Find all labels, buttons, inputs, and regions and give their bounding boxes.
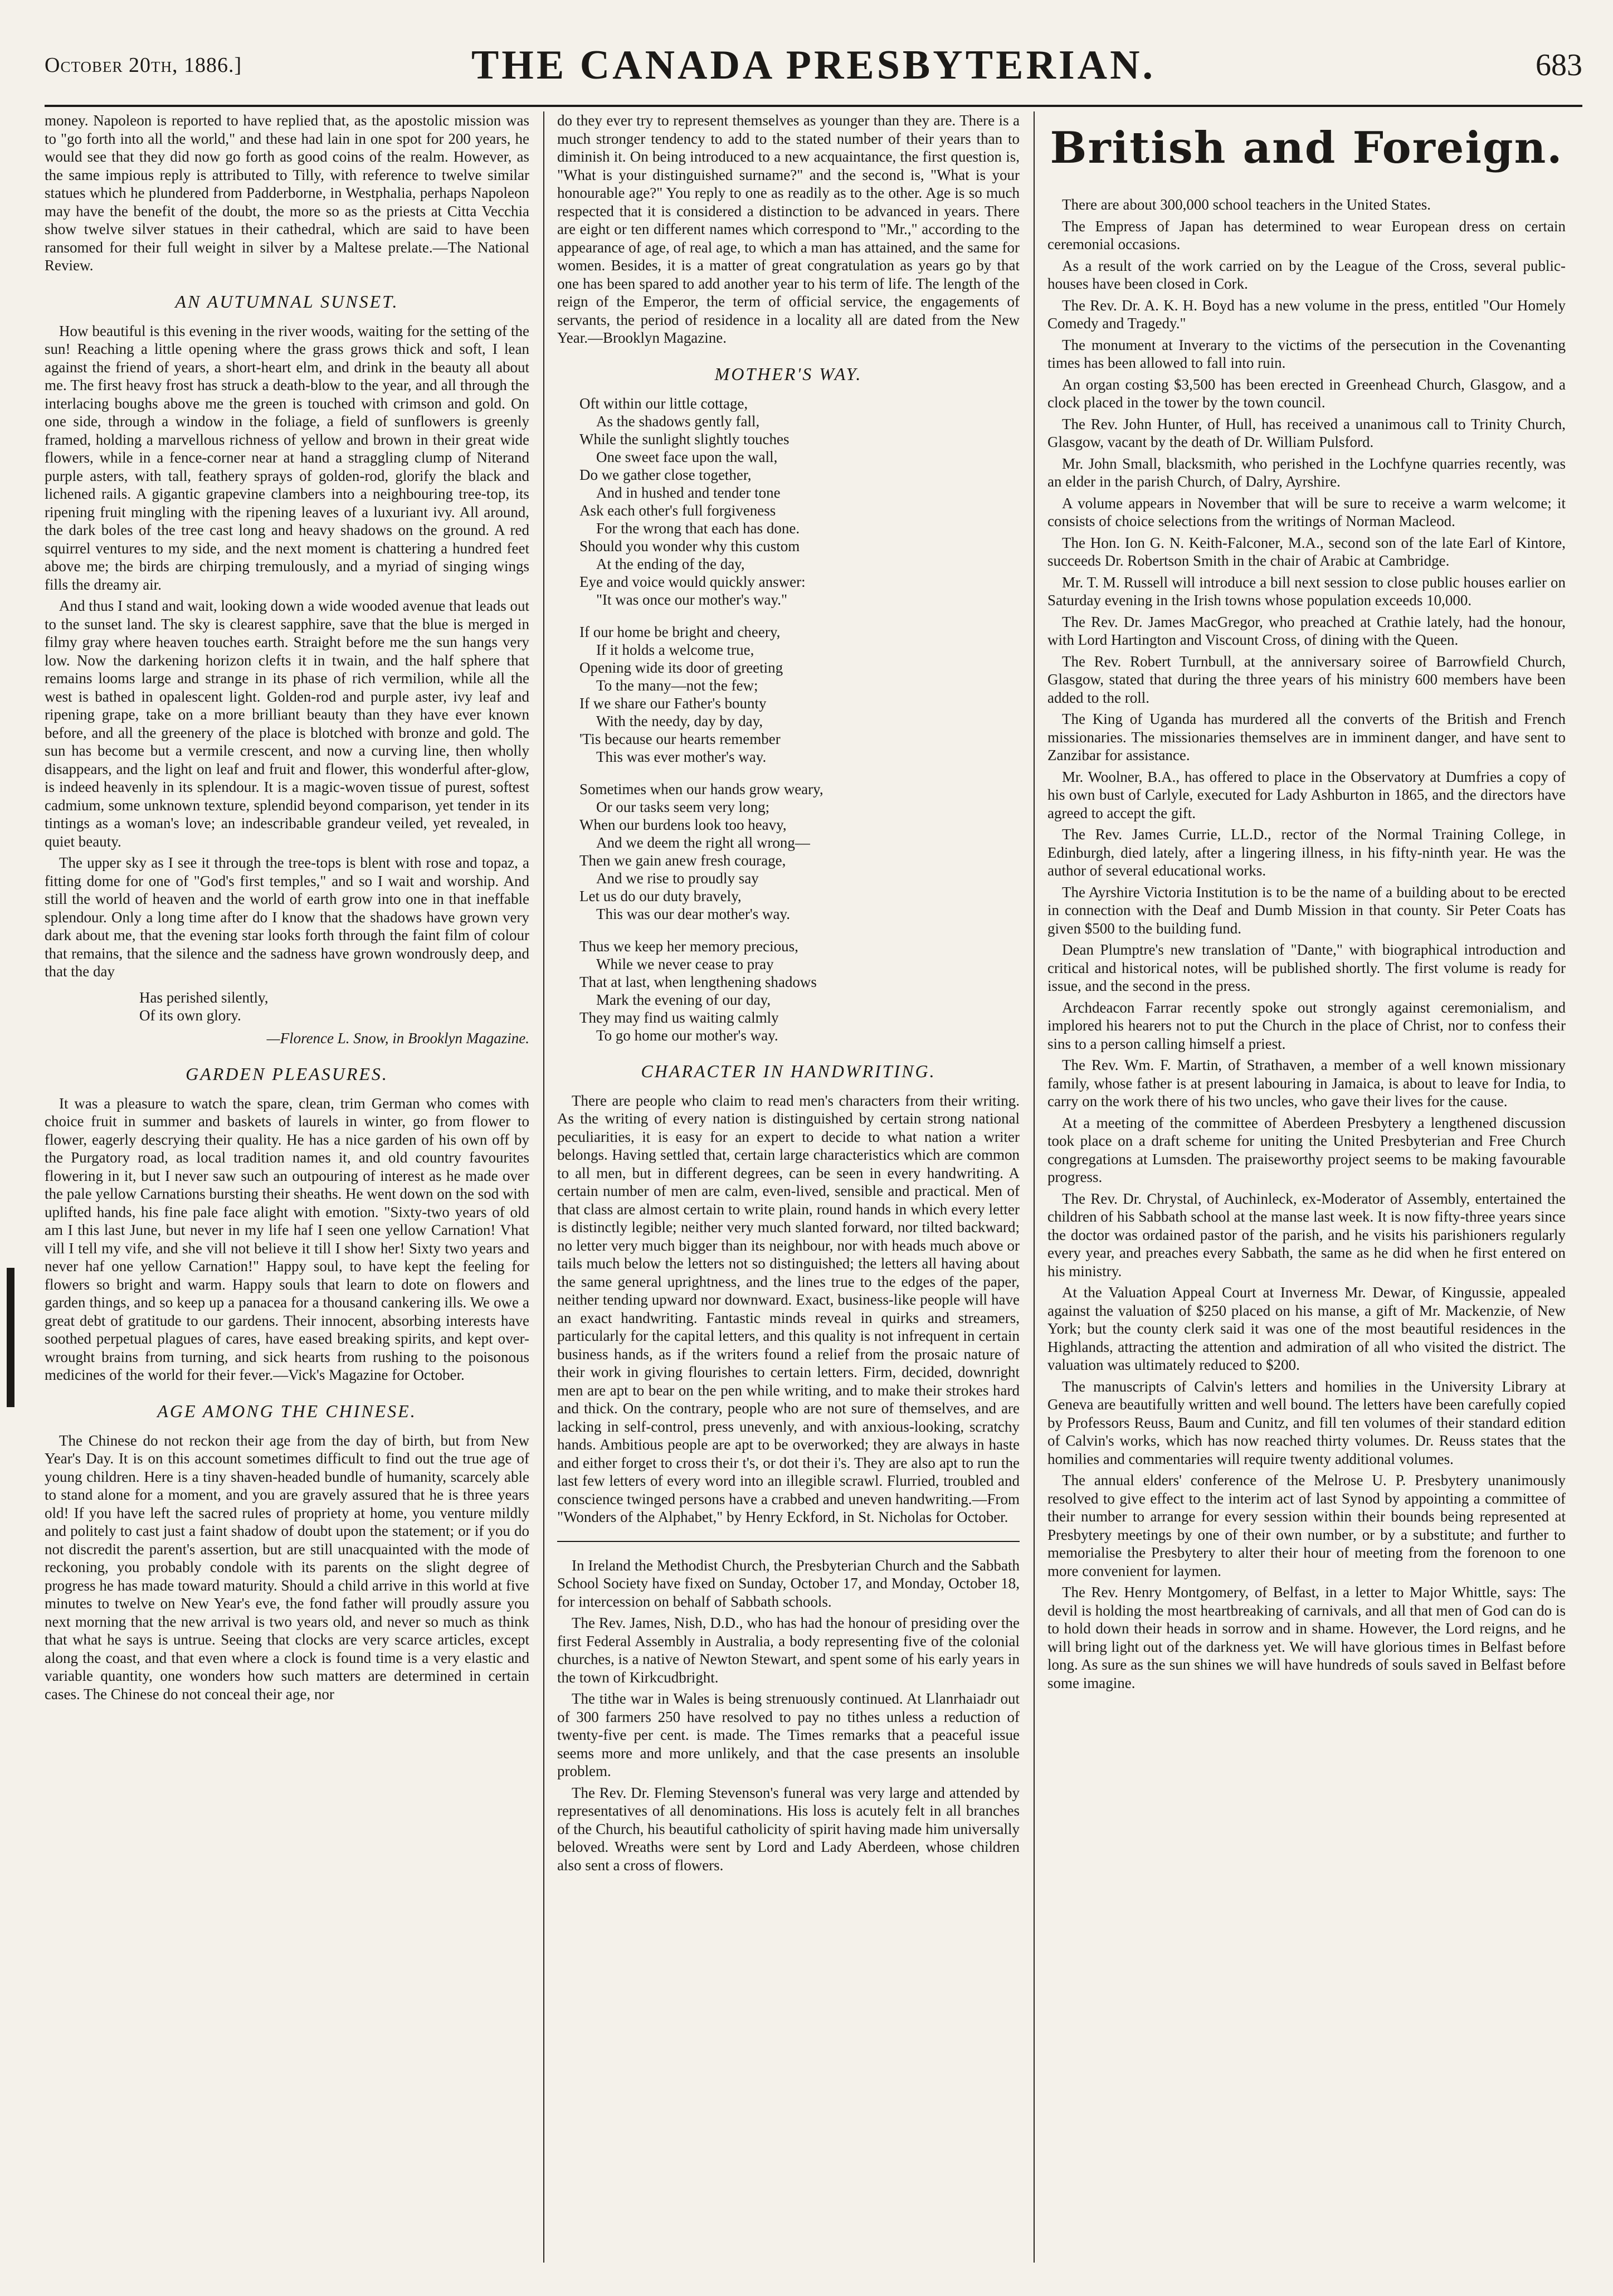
poem-line: If our home be bright and cheery, [579, 623, 781, 640]
poem-line: And we rise to proudly say [596, 869, 759, 887]
poem-line: 'Tis because our hearts remember [579, 730, 781, 747]
sunset-closing-line-1: Has perished silently, [139, 989, 269, 1006]
section-title-character-in-handwriting: CHARACTER IN HANDWRITING. [641, 1061, 936, 1081]
news-item: Mr. Woolner, B.A., has offered to place in the Observatory at Dumfries a copy of his own bust of Carlyle, executed for Lady Ashburton in 1865, and the directors have agreed to accept the gift. [1047, 768, 1566, 821]
poem-line: While the sunlight slightly touches [579, 430, 790, 447]
poem-stanza-1 [579, 395, 1020, 609]
section-title-autumnal-sunset: AN AUTUMNAL SUNSET. [175, 291, 399, 312]
news-item: The monument at Inverary to the victims of the persecution in the Covenanting times has been allowed to fall into ruin. [1047, 336, 1566, 371]
poem-line: Opening wide its door of greeting [579, 659, 783, 676]
news-item: As a result of the work carried on by the League of the Cross, several public-houses have been closed in Cork. [1047, 257, 1566, 292]
news-item: The Rev. Wm. F. Martin, of Strathaven, a member of a well known missionary family, whose father is at present labouring in Jamaica, is about to leave for India, to carry on the work there of his two uncles, who gave their lives for the cause. [1047, 1057, 1566, 1110]
news-item: There are about 300,000 school teachers in the United States. [1062, 196, 1431, 213]
news-paragraph-4: The Rev. Dr. Fleming Stevenson's funeral was very large and attended by representatives of all denominations. His loss is acutely felt in all branches of the Church, his beautiful catholicity of spirit having made him universally beloved. Wreaths were sent by Lord and Lady Aberdeen, whose children also sent a cross of flowers. [557, 1784, 1020, 1874]
age-continued-paragraph: do they ever try to represent themselves as younger than they are. There is a much stronger tendency to add to the stated number of their years than to diminish it. On being introduced to a new acquaintance, the first question is, "What is your distinguished surname?" and the second is, "What is your honourable age?" You reply to one as readily as to the other. Age is so much respected that it is considered a distinction to be advanced in years. There are eight or ten different names which correspond to "Mr.," according to the appearance of age, of real age, to which a man has attained, and the same for women. Besides, it is a matter of great congratulation as years go by that one has been spared to add another year to his term of life. The length of the reign of the Emperor, the term of official service, the engagements of servants, the period of residence in a locality all are dated from the New Year.—Brooklyn Magazine. [557, 112, 1020, 346]
poem-line: This was ever mother's way. [596, 748, 767, 765]
poem-line: And in hushed and tender tone [596, 484, 781, 501]
poem-line: That at last, when lengthening shadows [579, 973, 817, 990]
poem-line: With the needy, day by day, [596, 712, 763, 729]
sunset-closing-line-2: Of its own glory. [139, 1006, 241, 1024]
news-item: Mr. John Small, blacksmith, who perished in the Lochfyne quarries recently, was an elder in the parish Church, of Dalry, Ayrshire. [1047, 455, 1566, 490]
news-item: Archdeacon Farrar recently spoke out strongly against ceremonialism, and implored his hearers not to put the Church in the place of Christ, nor to confess their sins to a person calling himself a priest. [1047, 999, 1566, 1052]
age-paragraph: The Chinese do not reckon their age from the day of birth, but from New Year's Day. It is on this account sometimes difficult to find out the true age of young children. Here is a tiny shaven-headed bundle of humanity, scarcely able to stand alone for a moment, and you are gravely assured that he is three years old! If you have left the sacred rules of propriety at home, you venture mildly and politely to cast just a faint shadow of doubt upon the statement; or if you do not discredit the parent's assertion, but are still unacquainted with the mode of reckoning, you probably condole with its parents on the slight degree of progress he has made toward maturity. Should a child arrive in this world at five minutes to twelve on New Year's eve, the fond father will proudly assure you next morning that the new arrival is two years old, and never so much as think that what he says is untrue. Seeing that clocks are very scarce articles, except along the coast, and that even where a clock is found time is a very elastic and variable quantity, one wonders how such matters are determined in certain cases. The Chinese do not conceal their age, nor [45, 1432, 529, 1702]
news-item: The annual elders' conference of the Melrose U. P. Presbytery unanimously resolved to give effect to the interim act of last Synod by appointing a committee of their number to arrange for every session within their bounds being represented at Presbytery meetings by one of their own number, or by a substitute; and further to memorialise the Presbytery to alter their hour of meeting from the forenoon to one more convenient for laymen. [1047, 1472, 1566, 1579]
news-item: The Empress of Japan has determined to wear European dress on certain ceremonial occasions. [1047, 217, 1566, 252]
poem-line: For the wrong that each has done. [596, 519, 800, 537]
column-divider-1 [543, 111, 544, 2263]
column-3 [1047, 111, 1566, 2274]
poem-line: While we never cease to pray [596, 955, 774, 972]
poem-line: Eye and voice would quickly answer: [579, 573, 806, 590]
news-item: The Rev. Dr. James MacGregor, who preached at Crathie lately, had the honour, with Lord Hartington and Viscount Cross, of dining with the Queen. [1047, 613, 1566, 648]
handwriting-paragraph: There are people who claim to read men's characters from their writing. As the writing of every nation is distinguished by certain strong national peculiarities, it is easy for an expert to decide to what nation a writer belongs. Having settled that, certain large characteristics which are common to all men, but in different degrees, can be seen in every handwriting. A certain number of men are calm, even-lived, sensible and practical. Men of that class are almost certain to write plain, round hands in which every letter is distinctly legible; neither very much slanted forward, nor tilted backward; no letter very much bigger than its neighbour, nor with heads much above or tails much below the letters not so distinguished; the letters all having about the same general uprightness, and the lines true to the edges of the paper, neither tending upward nor downward. Exact, business-like people will have an exact handwriting. Fantastic minds reveal in quirks and streamers, particularly for the capital letters, and this quality is not infrequent in certain business hands, as if the writers found a relief from the prosaic nature of their work in giving flourishes to certain letters. Firm, decided, downright men are apt to bear on the pen while writing, and to make their strokes hard and thick. On the contrary, people who are not sure of themselves, and are lacking in self-control, press unevenly, and with anxious-looking, scratchy hands. Ambitious people are apt to be overworked; they are always in haste and either forget to cross their t's, or dot their i's. They are also apt to run the last few letters of every word into an illegible scrawl. Flurried, troubled and conscience twinged persons have a crabbed and uneven handwriting.—From "Wonders of the Alphabet," by Henry Eckford, in St. Nicholas for October. [557, 1092, 1020, 1525]
section-title-garden-pleasures: GARDEN PLEASURES. [186, 1063, 388, 1084]
poem-line: Thus we keep her memory precious, [579, 937, 798, 955]
poem-line: At the ending of the day, [596, 555, 745, 572]
british-foreign-items [1047, 196, 1566, 1692]
section-separator [557, 1541, 1020, 1542]
poem-line: Do we gather close together, [579, 466, 752, 483]
poem-line: To the many—not the few; [596, 677, 758, 694]
poem-stanza-3 [579, 780, 1020, 923]
news-item: The Rev. Robert Turnbull, at the anniversary soiree of Barrowfield Church, Glasgow, stated that during the three years of his ministry 600 members have been added to the roll. [1047, 653, 1566, 706]
poem-line: This was our dear mother's way. [596, 905, 791, 922]
column-1 [45, 111, 529, 2274]
news-item: The Ayrshire Victoria Institution is to be the name of a building about to be erected in connection with the Deaf and Dumb Mission in that county. Sir Peter Coats has given $500 to the building fund. [1047, 883, 1566, 937]
news-item: The Rev. Dr. Chrystal, of Auchinleck, ex-Moderator of Assembly, entertained the children of his Sabbath school at the manse last week. It is now fifty-three years since the doctor was ordained pastor of the parish, and he visits his parishioners regularly every year, and preaches every Sabbath, the same as he did when he first entered on his ministry. [1047, 1190, 1566, 1280]
poem-line: Ask each other's full forgiveness [579, 502, 776, 519]
poem-line: "It was once our mother's way." [596, 591, 788, 608]
section-masthead-british-and-foreign: British and Foreign. [1050, 123, 1563, 173]
poem-line: Sometimes when our hands grow weary, [579, 780, 823, 797]
poem-line: As the shadows gently fall, [596, 412, 760, 430]
newspaper-title: THE CANADA PRESBYTERIAN. [471, 42, 1156, 88]
sunset-closing-lines [139, 989, 529, 1024]
section-title-age-among-chinese: AGE AMONG THE CHINESE. [157, 1400, 417, 1421]
sunset-paragraph-3: The upper sky as I see it through the tree-tops is blent with rose and topaz, a fitting dome for one of "God's first temples," and so I wait and worship. And still the world of heaven and the world of earth grow into one in that ineffable splendour. Only a long time after do I know that the shadows have grown very dark about me, that the evening star looks forth through the faint film of colour that remains, that the silence and the sadness have grown wondrously deep, and that the day [45, 854, 529, 980]
news-item: At a meeting of the committee of Aberdeen Presbytery a lengthened discussion took place on a draft scheme for uniting the United Presbyterian and Free Church congregations at Lumsden. The praiseworthy project seems to be making favourable progress. [1047, 1114, 1566, 1185]
news-item: The King of Uganda has murdered all the converts of the British and French missionaries. The missionaries themselves are in imminent danger, and have sent to Zanzibar for assistance. [1047, 711, 1566, 763]
poem-line: Oft within our little cottage, [579, 395, 748, 412]
poem-line: And we deem the right all wrong— [596, 834, 810, 851]
news-paragraph-2: The Rev. James, Nish, D.D., who has had the honour of presiding over the first Federal Assembly in Australia, a body representing five of the colonial churches, is a native of Newton Stewart, and spent some of his early years in the town of Kirkcudbright. [557, 1614, 1020, 1686]
section-title-mothers-way: MOTHER'S WAY. [714, 363, 862, 384]
news-item: The Rev. John Hunter, of Hull, has received a unanimous call to Trinity Church, Glasgow, vacant by the death of Dr. William Pulsford. [1047, 415, 1566, 450]
poem-line: Let us do our duty bravely, [579, 887, 742, 904]
poem-line: Should you wonder why this custom [579, 537, 800, 554]
news-item: The Rev. Henry Montgomery, of Belfast, in a letter to Major Whittle, says: The devil is holding the most heartbreaking of carnivals, and all that men of God can do is to hold down their heads in sorrow and in shame. However, the Lord reigns, and he will bring light out of the darkness yet. We will have glorious times in Belfast before long. As sure as the sun shines we will have hundreds of souls saved in Belfast before some imagine. [1047, 1584, 1566, 1691]
news-paragraph-1: In Ireland the Methodist Church, the Presbyterian Church and the Sabbath School Society have fixed on Sunday, October 17, and Monday, October 18, for intercession on behalf of Sabbath schools. [557, 1556, 1020, 1610]
sunset-paragraph-1: How beautiful is this evening in the river woods, waiting for the setting of the sun! Reaching a little opening where the grass grows thick and soft, I lean against the friend of years, a short-heart elm, and drink in the beauty all about me. The first heavy frost has struck a death-blow to the year, and all through the interlacing boughs above me the green is touched with crimson and gold. On one side, through a window in the foliage, a field of sunflowers is greenly framed, holding a marvellous richness of yellow and brown in their great wide flowers, while in a fence-corner near at hand a straggling clump of Niterand purple asters, with tall, feathery sprays of golden-rod, glorify the black and lichened rails. A gigantic grapevine clambers into a neighbouring tree-top, its ripening fruit mingling with the ripening leaves of a luxuriant ivy. All around, the dark boles of the tree cast long and heavy shadows on the ground. A red squirrel ventures to my side, and the next moment is chattering a hundred feet above me; the birds are chirping tremulously, and a myriad of singing wings fills the dreamy air. [45, 322, 529, 593]
poem-line: If it holds a welcome true, [596, 641, 754, 658]
issue-date: October 20th, 1886.] [45, 53, 242, 77]
margin-mark [7, 1268, 14, 1407]
news-item: The Hon. Ion G. N. Keith-Falconer, M.A., second son of the late Earl of Kintore, succeeds Dr. Robertson Smith in the chair of Arabic at Cambridge. [1047, 534, 1566, 569]
news-paragraph-3: The tithe war in Wales is being strenuously continued. At Llanrhaiadr out of 300 farmers 250 have resolved to pay no tithes unless a reduction of twenty-five per cent. is made. The Times remarks that a peaceful issue seems more and more unlikely, and that the case presents an insoluble problem. [557, 1690, 1020, 1779]
news-item: Mr. T. M. Russell will introduce a bill next session to close public houses earlier on Saturday evening in the Irish towns whose population exceeds 10,000. [1047, 573, 1566, 609]
poem-stanza-2 [579, 623, 1020, 766]
news-item: The Rev. Dr. A. K. H. Boyd has a new volume in the press, entitled "Our Homely Comedy and Tragedy." [1047, 296, 1566, 332]
garden-paragraph: It was a pleasure to watch the spare, clean, trim German who comes with choice fruit in summer and baskets of laurels in winter, go from flower to flower, eagerly descrying their quality. He has a nice garden of his own off by the Purgatory road, as local tradition names it, and old country favourites flowering in it, but I never saw such an outpouring of interest as he made over the pale yellow Carnations bursting their sheaths. He went down on the sod with uplifted hands, his fine pale face alight with emotion. "Sixty-two years of old am I this last June, but never in my life haf I seen one yellow Carnation! Vhat vill I tell my vife, and she vill not believe it till I show her! Sixty two years and never haf one yellow Carnation!" Happy soul, to have kept the feeling for flowers so bright and warm. Happy souls that learn to dote on flowers and garden things, and so keep up a panacea for a thousand cankering ills. We owe a great debt of gratitude to our gardens. Their innocent, absorbing interests have soothed perpetual plagues of cares, have eased breaking spirits, and kept over-wrought brains from turning, and sick hearts from rushing to the poisonous medicines of the world for their fever.—Vick's Magazine for October. [45, 1095, 529, 1383]
news-item: At the Valuation Appeal Court at Inverness Mr. Dewar, of Kingussie, appealed against the valuation of $250 placed on his manse, a gift of Mr. Mackenzie, of New York; but the county clerk said it was one of the most beautiful residences in the Highlands, attracting the attention and admiration of all who visited the district. The valuation was ultimately reduced to $200. [1047, 1284, 1566, 1373]
napoleon-paragraph: money. Napoleon is reported to have replied that, as the apostolic mission was to "go forth into all the world," and these had lain in one spot for 200 years, he would see that they did now go forth as good coins of the realm. However, as the same impious reply is attributed to Tilly, with reference to twelve similar statues which he plundered from Padderborne, in Westphalia, perhaps Napoleon may have the benefit of the doubt, the more so as the priests at Citta Vecchia show twelve silver statues in their cathedral, which are said to have been ransomed for their full weight in silver by a Maltese prelate.—The National Review. [45, 112, 529, 274]
column-2 [557, 111, 1020, 2274]
column-divider-2 [1034, 111, 1035, 2263]
poem-line: They may find us waiting calmly [579, 1009, 779, 1026]
poem-line: If we share our Father's bounty [579, 694, 767, 712]
page-number: 683 [1536, 48, 1582, 82]
poem-line: Mark the evening of our day, [596, 991, 771, 1008]
news-item: The manuscripts of Calvin's letters and homilies in the University Library at Geneva are beautifully written and well bound. The letters have been carefully copied by Professors Reuss, Baum and Cunitz, and fill ten volumes of their standard edition of Calvin's works, which has now reached thirty volumes. Dr. Reuss states that the homilies and commentaries will require twenty additional volumes. [1047, 1378, 1566, 1467]
news-item: The Rev. James Currie, LL.D., rector of the Normal Training College, in Edinburgh, died lately, after a lingering illness, in his fifty-ninth year. He was the author of several educational works. [1047, 826, 1566, 879]
news-item: A volume appears in November that will be sure to receive a warm welcome; it consists of choice selections from the writings of Norman Macleod. [1047, 494, 1566, 529]
poem-line: Or our tasks seem very long; [596, 798, 770, 815]
poem-line: To go home our mother's way. [596, 1027, 778, 1044]
poem-line: Then we gain anew fresh courage, [579, 852, 786, 869]
sunset-attribution: —Florence L. Snow, in Brooklyn Magazine. [266, 1029, 529, 1047]
poem-line: When our burdens look too heavy, [579, 816, 787, 833]
news-item: An organ costing $3,500 has been erected in Greenhead Church, Glasgow, and a clock placed in the tower by the town council. [1047, 376, 1566, 411]
news-item: Dean Plumptre's new translation of "Dante," with biographical introduction and critical and historical notes, will be published shortly. The first volume is ready for issue, and the second in the press. [1047, 941, 1566, 994]
sunset-paragraph-2: And thus I stand and wait, looking down a wide wooded avenue that leads out to the sunset land. The sky is clearest sapphire, save that the blue is merged in filmy gray where heaven touches earth. Straight before me the sun hangs very low. Now the darkening horizon clefts it in twain, and the half sphere that remains looms large and strange in its phase of rich vermilion, while all the west is bathed in opalescent light. Golden-rod and purple aster, ivy leaf and ripening grape, take on a more brilliant beauty than they have ever known before, and all the greenery of the place is blotched with bronze and gold. The sun has become but a vermile crescent, and now a curving line, then wholly disappears, and the light on leaf and fruit and flower, this wonderful after-glow, is indeed heavenly in its splendour. It is a magic-woven tissue of purest, softest cadmium, some unknown texture, splendid beyond comparison, yet tender in its tintings as a woman's love; an indescribable grandeur veiled, yet revealed, in quiet beauty. [45, 597, 529, 850]
page-header [45, 31, 1582, 103]
poem-line: One sweet face upon the wall, [596, 448, 778, 465]
poem-stanza-4 [579, 937, 1020, 1044]
header-rule [45, 105, 1582, 107]
